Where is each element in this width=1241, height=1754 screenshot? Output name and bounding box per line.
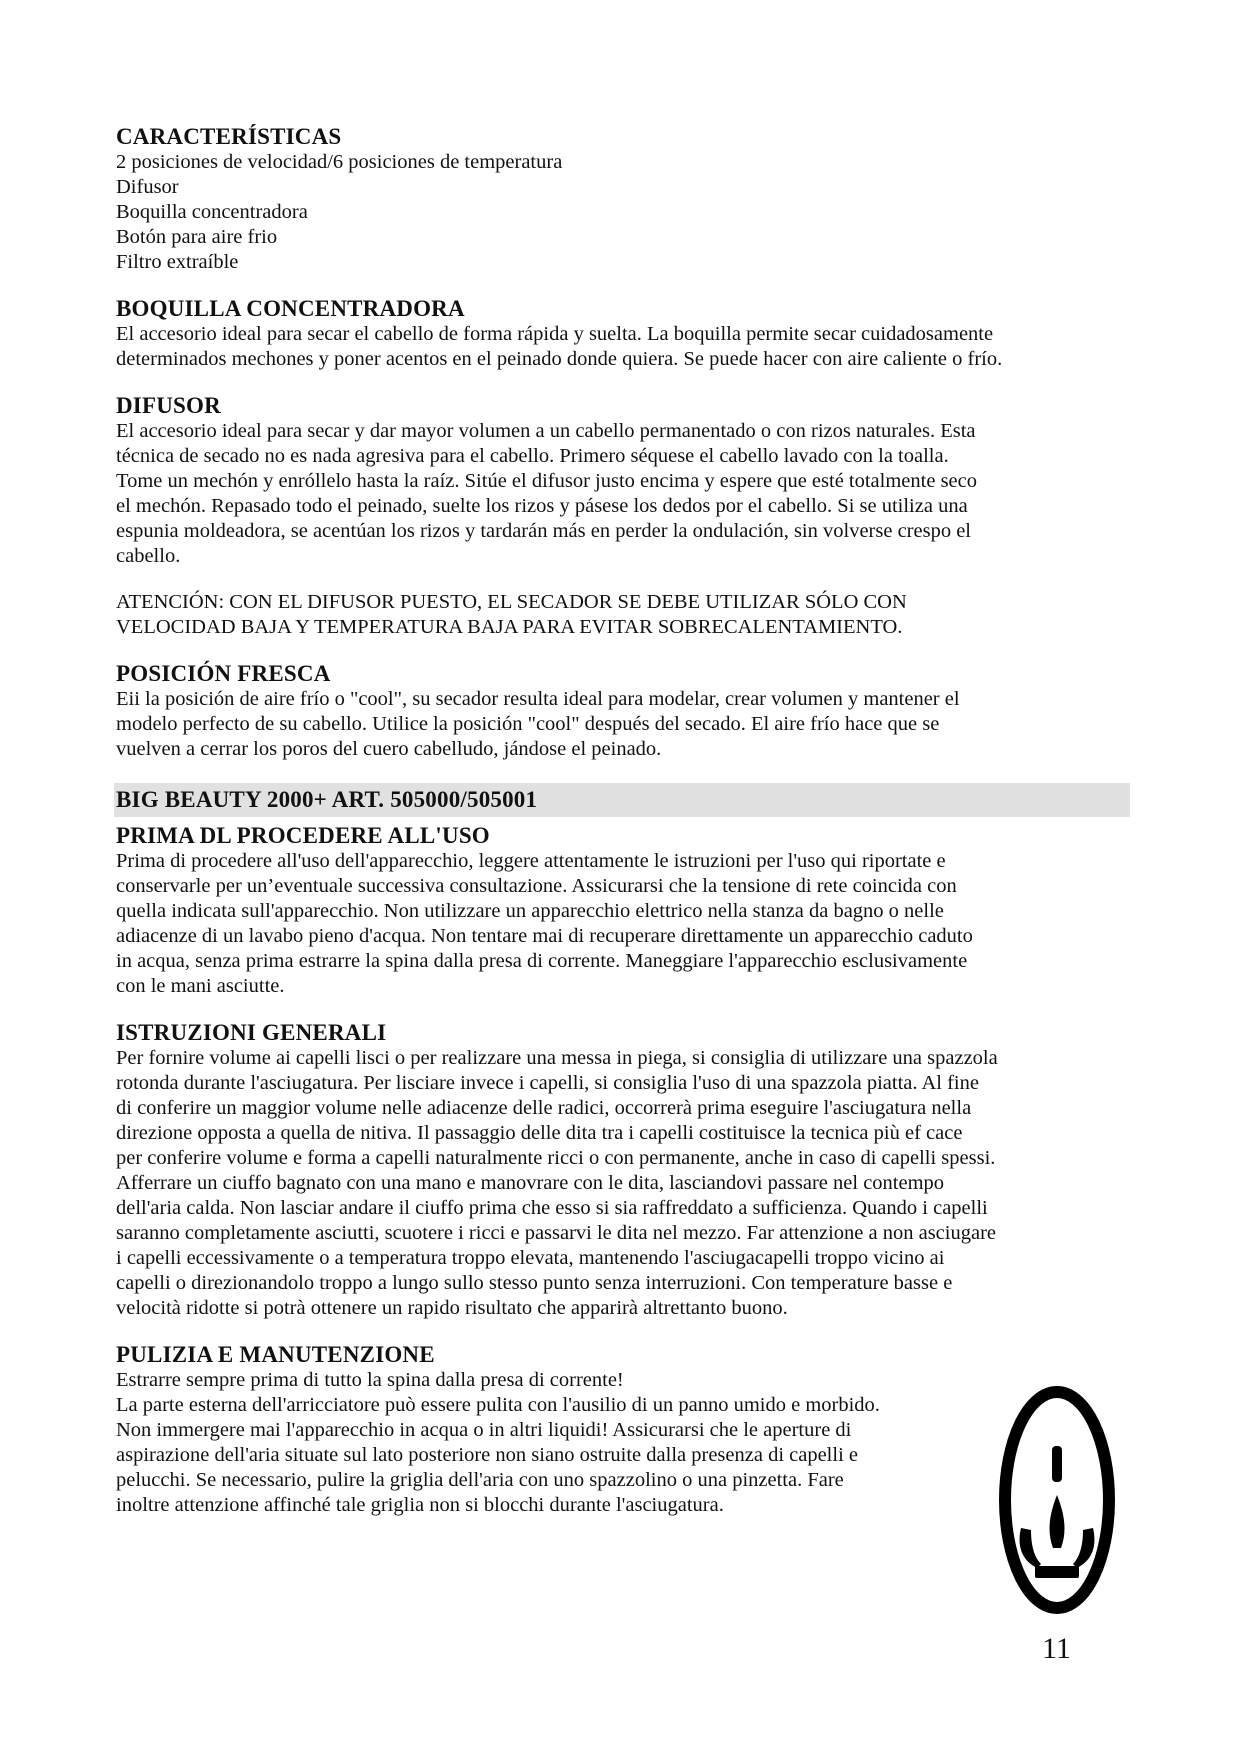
text-line: técnica de secado no es nada agresiva para el cabello. Primero séquese el cabello lavado con la toalla. <box>116 445 949 467</box>
warning-line: VELOCIDAD BAJA Y TEMPERATURA BAJA PARA EVITAR SOBRECALENTAMIENTO. <box>116 616 903 638</box>
text-line: Non immergere mai l'apparecchio in acqua o in altri liquidi! Assicurarsi che le aperture di <box>116 1419 852 1441</box>
feature-item: 2 posiciones de velocidad/6 posiciones de temperatura <box>116 151 563 173</box>
text-line: di conferire un maggior volume nelle adiacenze delle radici, occorrerà prima eseguire l'asciugatura nella <box>116 1097 972 1119</box>
brand-logo-icon <box>997 1380 1117 1620</box>
text-line: modelo perfecto de su cabello. Utilice la posición "cool" después del secado. El aire frío hace que se <box>116 713 940 735</box>
heading-boquilla: BOQUILLA CONCENTRADORA <box>116 296 465 321</box>
section-caracteristicas <box>116 124 1132 275</box>
page-number: 11 <box>1042 1632 1071 1665</box>
text-line: con le mani asciutte. <box>116 975 285 997</box>
model-banner <box>114 783 1130 817</box>
text-line: saranno completamente asciutti, scuotere i ricci e passarvi le dita nel mezzo. Far attenzione a non asciugare <box>116 1222 996 1244</box>
text-line: capelli o direzionandolo troppo a lungo sullo stesso punto senza interruzioni. Con temperature basse e <box>116 1272 953 1294</box>
heading-difusor: DIFUSOR <box>116 393 221 418</box>
text-line: pelucchi. Se necessario, pulire la griglia dell'aria con uno spazzolino o una pinzetta. Fare <box>116 1469 844 1491</box>
section-pulizia <box>116 1342 1132 1518</box>
warning-line: ATENCIÓN: CON EL DIFUSOR PUESTO, EL SECADOR SE DEBE UTILIZAR SÓLO CON <box>116 591 907 613</box>
banner-title: BIG BEAUTY 2000+ ART. 505000/505001 <box>116 787 538 812</box>
text-line: per conferire volume e forma a capelli naturalmente ricci o con permanente, anche in caso di capelli spessi. <box>116 1147 996 1169</box>
text-line: espunia moldeadora, se acentúan los rizos y tardarán más en perder la ondulación, sin volverse crespo el <box>116 520 971 542</box>
text-line: direzione opposta a quella de nitiva. Il passaggio delle dita tra i capelli costituisce la tecnica più ef cace <box>116 1122 963 1144</box>
text-line: aspirazione dell'aria situate sul lato posteriore non siano ostruite dalla presenza di capelli e <box>116 1444 858 1466</box>
text-line: el mechón. Repasado todo el peinado, suelte los rizos y pásese los dedos por el cabello. Si se utiliza una <box>116 495 968 517</box>
text-line: determinados mechones y poner acentos en el peinado donde quiera. Se puede hacer con aire caliente o frío. <box>116 348 1003 370</box>
heading-istruzioni: ISTRUZIONI GENERALI <box>116 1020 387 1045</box>
text-line: Eii la posición de aire frío o "cool", su secador resulta ideal para modelar, crear volumen y mantener el <box>116 688 960 710</box>
text-line: Per fornire volume ai capelli lisci o per realizzare una messa in piega, si consiglia di utilizzare una spazzola <box>116 1047 998 1069</box>
text-line: El accesorio ideal para secar el cabello de forma rápida y suelta. La boquilla permite secar cuidadosamente <box>116 323 994 345</box>
text-line: quella indicata sull'apparecchio. Non utilizzare un apparecchio elettrico nella stanza da bagno o nelle <box>116 900 944 922</box>
text-line: in acqua, senza prima estrarre la spina dalla presa di corrente. Maneggiare l'apparecchio esclusivamente <box>116 950 968 972</box>
section-istruzioni <box>116 1020 1132 1321</box>
section-posicion-fresca <box>116 661 1132 762</box>
feature-item: Boquilla concentradora <box>116 201 308 223</box>
text-line: conservarle per un’eventuale successiva consultazione. Assicurarsi che la tensione di rete coincida con <box>116 875 957 897</box>
text-line: inoltre attenzione affinché tale griglia non si blocchi durante l'asciugatura. <box>116 1494 724 1516</box>
section-boquilla <box>116 296 1132 372</box>
text-line: velocità ridotte si potrà ottenere un rapido risultato che apparirà altrettanto buono. <box>116 1297 788 1319</box>
text-line: i capelli eccessivamente o a temperatura troppo elevata, mantenendo l'asciugacapelli troppo vicino ai <box>116 1247 945 1269</box>
text-line: Afferrare un ciuffo bagnato con una mano e manovrare con le dita, lasciandovi passare nel contempo <box>116 1172 945 1194</box>
text-line: dell'aria calda. Non lasciar andare il ciuffo prima che esso si sia raffreddato a sufficienza. Quando i capelli <box>116 1197 988 1219</box>
heading-caracteristicas: CARACTERÍSTICAS <box>116 124 342 149</box>
feature-item: Botón para aire frio <box>116 226 278 248</box>
text-line: Prima di procedere all'uso dell'apparecchio, leggere attentamente le istruzioni per l'uso qui riportate e <box>116 850 946 872</box>
text-line: cabello. <box>116 545 181 567</box>
text-line: La parte esterna dell'arricciatore può essere pulita con l'ausilio di un panno umido e morbido. <box>116 1394 880 1416</box>
document-page <box>116 124 1132 1518</box>
feature-item: Filtro extraíble <box>116 251 239 273</box>
section-difusor <box>116 393 1132 640</box>
text-line: rotonda durante l'asciugatura. Per lisciare invece i capelli, si consiglia l'uso di una spazzola piatta. Al fine <box>116 1072 979 1094</box>
text-line: vuelven a cerrar los poros del cuero cabelludo, jándose el peinado. <box>116 738 662 760</box>
heading-posicion-fresca: POSICIÓN FRESCA <box>116 661 331 686</box>
section-prima <box>116 823 1132 999</box>
text-line: El accesorio ideal para secar y dar mayor volumen a un cabello permanentado o con rizos naturales. Esta <box>116 420 976 442</box>
feature-item: Difusor <box>116 176 179 198</box>
text-line: adiacenze di un lavabo pieno d'acqua. Non tentare mai di recuperare direttamente un apparecchio caduto <box>116 925 973 947</box>
text-line: Tome un mechón y enróllelo hasta la raíz. Sitúe el difusor justo encima y espere que esté totalmente seco <box>116 470 977 492</box>
heading-pulizia: PULIZIA E MANUTENZIONE <box>116 1342 435 1367</box>
text-line: Estrarre sempre prima di tutto la spina dalla presa di corrente! <box>116 1369 624 1391</box>
heading-prima: PRIMA DL PROCEDERE ALL'USO <box>116 823 490 848</box>
